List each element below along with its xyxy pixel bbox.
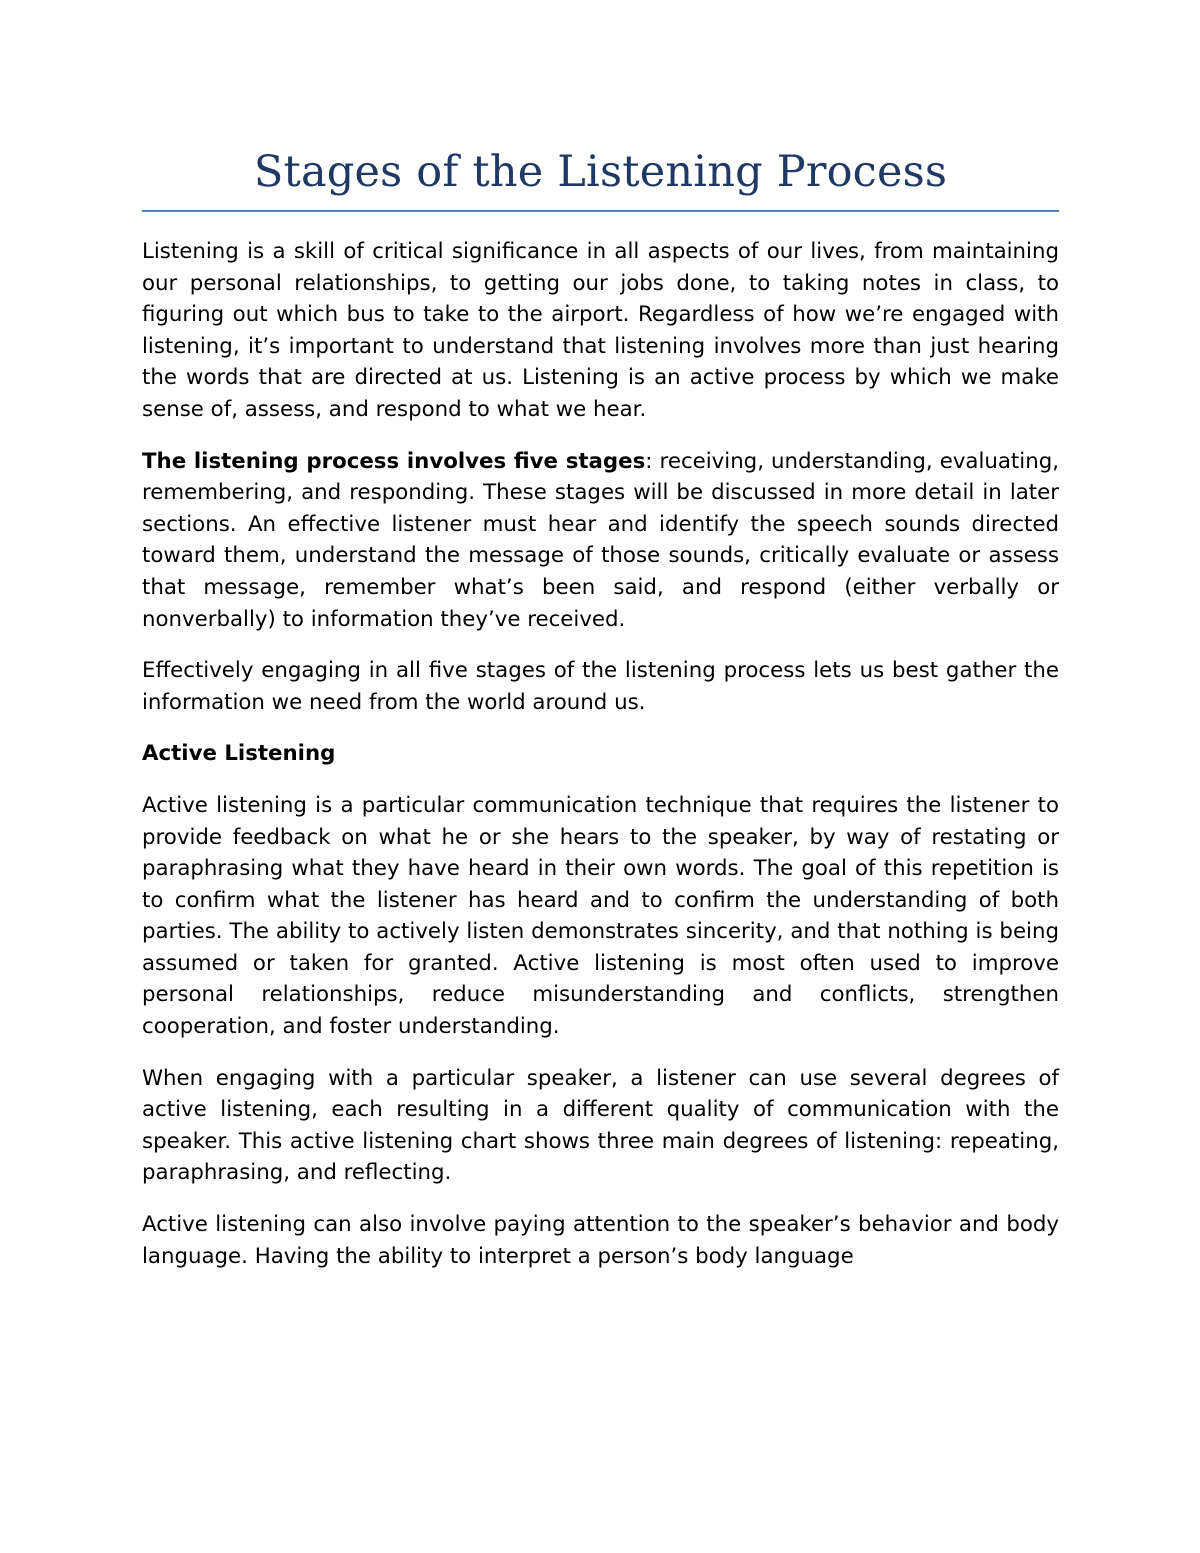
document-content [142,140,1059,1292]
paragraph-stages-rest: : receiving, understanding, evaluating, remembering, and responding. These stages will be discussed in more detail in later sections. An effective listener must hear and identify the speech sounds directed toward them, understand the message of those sounds, critically evaluate or assess that message, remember what’s been said, and respond (either verbally or nonverbally) to information they’ve received. [142,448,1059,632]
section-heading-active-listening: Active Listening [142,741,336,767]
paragraph-active-listening: Active listening is a particular communication technique that requires the listener to provide feedback on what he or she hears to the speaker, by way of restating or paraphrasing what they have heard in their own words. The goal of this repetition is to confirm what the listener has heard and to confirm the understanding of both parties. The ability to actively listen demonstrates sincerity, and that nothing is being assumed or taken for granted. Active listening is most often used to improve personal relationships, reduce misunderstanding and conflicts, strengthen cooperation, and foster understanding. [142,792,1059,1040]
paragraph-effective: Effectively engaging in all five stages of the listening process lets us best gather the information we need from the world around us. [142,658,1059,715]
page-title: Stages of the Listening Process [253,147,948,197]
paragraph-stages [142,446,1059,636]
title-underline [142,210,1059,212]
paragraph-body-language: Active listening can also involve paying attention to the speaker’s behavior and body language. Having the ability to interpret a person’s body language [142,1212,1059,1269]
paragraph-degrees: When engaging with a particular speaker, a listener can use several degrees of active listening, each resulting in a different quality of communication with the speaker. This active listening chart shows three main degrees of listening: repeating, paraphrasing, and reflecting. [142,1065,1059,1186]
paragraph-intro: Listening is a skill of critical significance in all aspects of our lives, from maintaining our personal relationships, to getting our jobs done, to taking notes in class, to figuring out which bus to take to the airport. Regardless of how we’re engaged with listening, it’s important to understand that listening involves more than just hearing the words that are directed at us. Listening is an active process by which we make sense of, assess, and respond to what we hear. [142,239,1059,422]
paragraph-stages-bold: The listening process involves five stages [142,448,646,474]
